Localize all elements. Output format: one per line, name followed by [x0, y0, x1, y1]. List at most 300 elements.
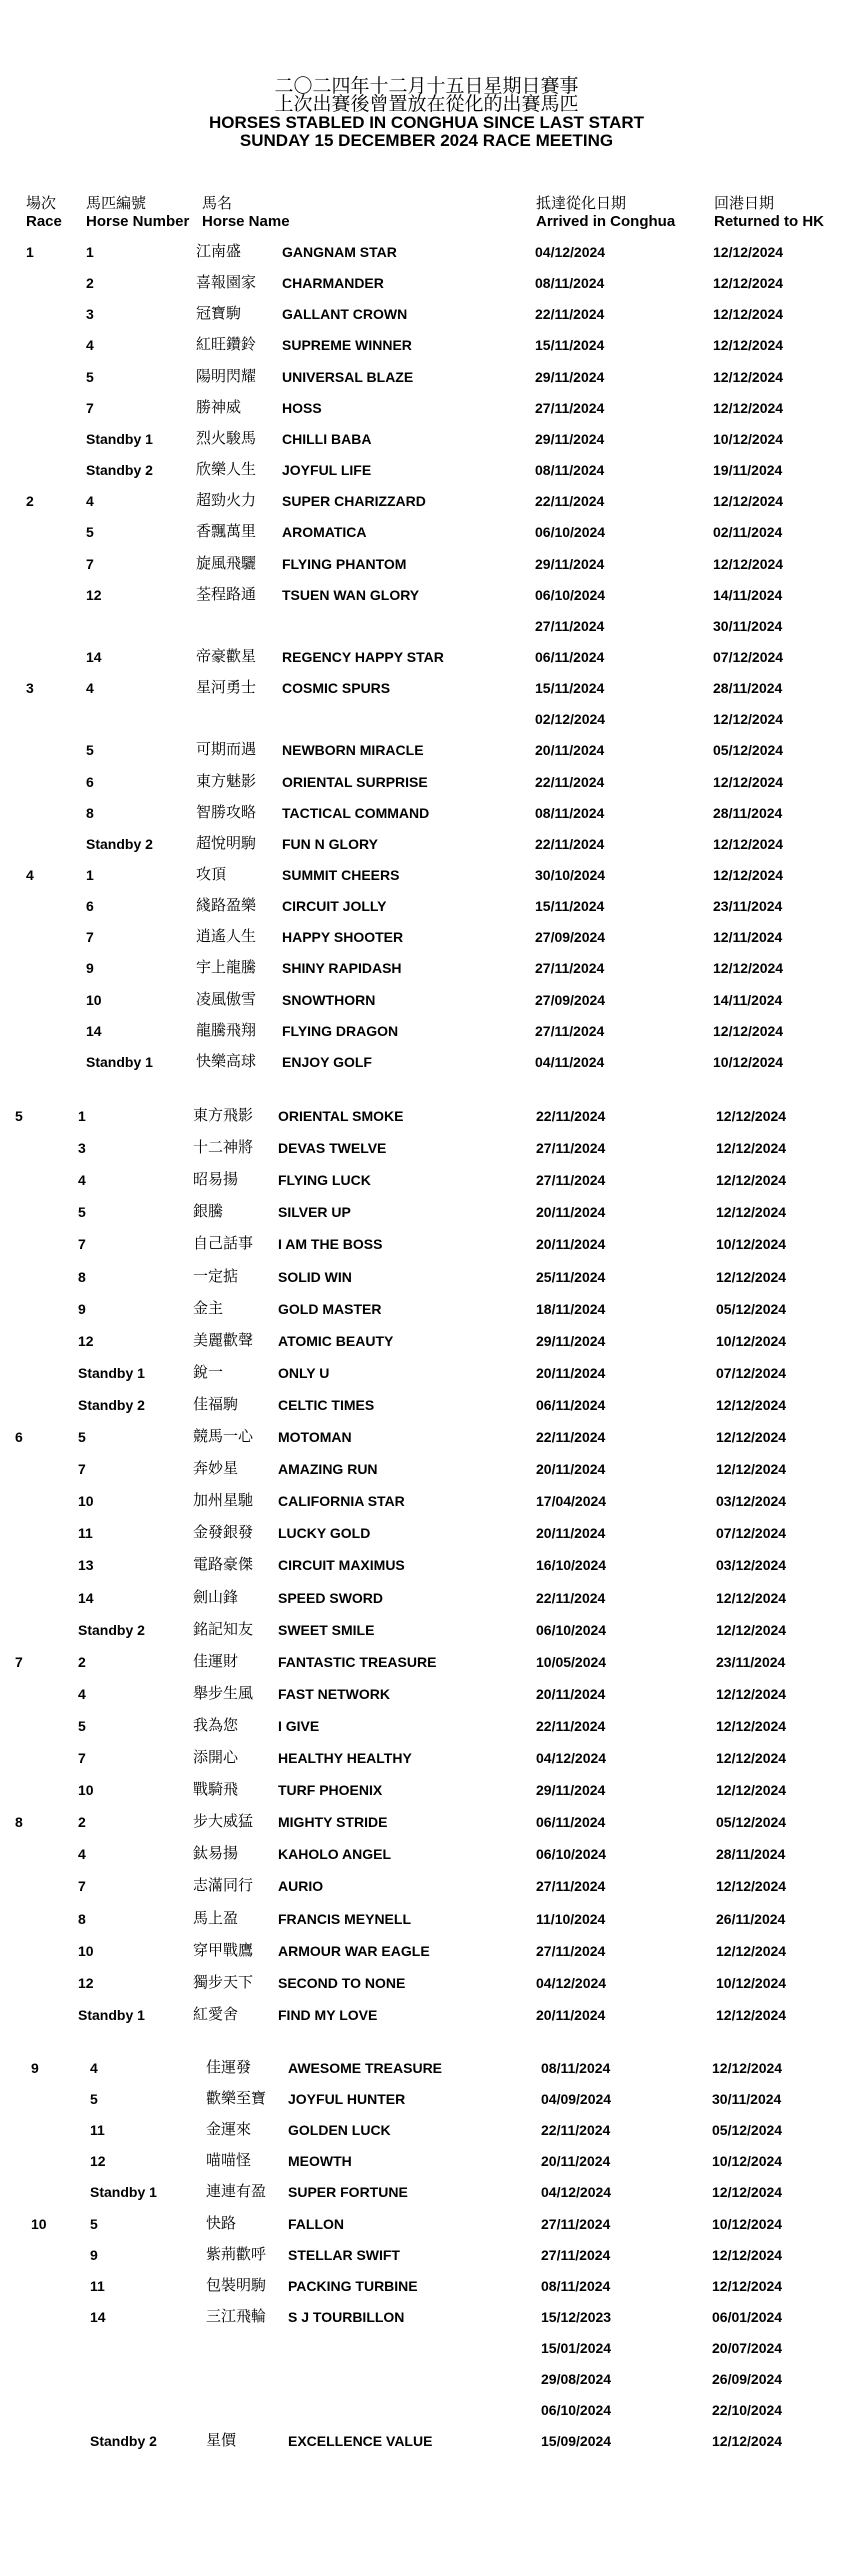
horse-name-en-cell: FUN N GLORY	[282, 835, 378, 852]
returned-date-cell: 12/11/2024	[713, 929, 783, 946]
arrived-date-cell: 20/11/2024	[536, 2006, 606, 2023]
arrived-date-cell: 25/11/2024	[536, 1268, 606, 1285]
table-row	[0, 1104, 853, 1128]
horse-name-zh-cell: 銀騰	[193, 1203, 224, 1221]
returned-date-cell: 30/11/2024	[712, 2091, 782, 2108]
arrived-date-cell: 06/10/2024	[535, 524, 606, 541]
horse-name-en-cell: MEOWTH	[288, 2153, 352, 2170]
horse-name-zh-cell: 奔妙星	[193, 1460, 239, 1478]
table-row	[0, 1842, 853, 1866]
arrived-date-cell: 15/11/2024	[535, 337, 605, 354]
returned-date-cell: 12/12/2024	[712, 2433, 783, 2450]
horse-name-zh-cell: 紅愛舍	[193, 2005, 239, 2023]
horse-name-en-cell: STELLAR SWIFT	[288, 2246, 400, 2263]
horse-name-zh-cell: 添開心	[193, 1749, 239, 1766]
horse-number-cell: 7	[86, 929, 94, 946]
table-row	[0, 2367, 853, 2391]
returned-date-cell: 19/11/2024	[713, 462, 783, 479]
title-zh-line1: 二〇二四年十二月十五日星期日賽事	[274, 76, 579, 97]
horse-number-cell: 5	[78, 1429, 86, 1445]
horse-number-cell: 11	[90, 2277, 105, 2294]
horse-name-zh-cell: 戰騎飛	[193, 1781, 239, 1799]
table-row	[0, 645, 853, 669]
returned-date-cell: 12/12/2024	[713, 1022, 784, 1039]
horse-number-cell: 11	[90, 2122, 105, 2139]
table-row	[0, 2212, 853, 2236]
horse-name-en-cell: FLYING DRAGON	[282, 1022, 399, 1039]
table-row	[0, 2243, 853, 2267]
table-row	[0, 1810, 853, 1834]
returned-date-cell: 10/12/2024	[713, 1053, 784, 1070]
arrived-date-cell: 27/11/2024	[536, 1140, 606, 1157]
horse-name-zh-cell: 舉步生風	[193, 1684, 254, 1702]
horse-name-zh-cell: 鈦易揚	[193, 1845, 239, 1863]
horse-name-zh-cell: 連連有盈	[206, 2183, 267, 2201]
returned-date-cell: 12/12/2024	[716, 1172, 787, 1189]
horse-number-cell: 1	[78, 1108, 86, 1124]
arrived-date-cell: 04/09/2024	[541, 2091, 612, 2108]
horse-name-en-cell: CHILLI BABA	[282, 430, 372, 447]
horse-number-cell: Standby 2	[86, 462, 153, 479]
returned-date-cell: 05/12/2024	[716, 1814, 787, 1831]
returned-date-cell: 12/12/2024	[716, 1685, 787, 1702]
horse-name-zh-cell: 馬上盈	[193, 1909, 239, 1927]
table-row	[0, 832, 853, 856]
arrived-date-cell: 20/11/2024	[536, 1236, 606, 1253]
horse-name-en-cell: AMAZING RUN	[278, 1461, 378, 1478]
arrived-date-cell: 15/11/2024	[535, 680, 605, 697]
arrived-date-cell: 20/11/2024	[536, 1204, 606, 1221]
table-row	[0, 863, 853, 887]
table-row	[0, 2149, 853, 2173]
table-row	[0, 1136, 853, 1160]
horse-number-cell: 4	[90, 2060, 98, 2076]
horse-name-en-cell: SUMMIT CHEERS	[282, 867, 400, 883]
table-row	[0, 1425, 853, 1449]
horse-number-cell: 14	[78, 1589, 94, 1606]
arrived-date-cell: 06/11/2024	[536, 1814, 606, 1831]
horse-name-zh-cell: 競馬一心	[193, 1428, 254, 1445]
arrived-date-cell: 27/09/2024	[535, 929, 606, 946]
returned-date-cell: 07/12/2024	[716, 1364, 787, 1381]
horse-name-zh-cell: 金運來	[206, 2121, 252, 2139]
horse-number-cell: 14	[86, 1022, 102, 1039]
returned-date-cell: 28/11/2024	[716, 1846, 786, 1863]
returned-date-cell: 12/12/2024	[712, 2246, 783, 2263]
horse-number-cell: 8	[78, 1910, 86, 1927]
arrived-date-cell: 18/11/2024	[536, 1300, 606, 1317]
arrived-date-cell: 15/11/2024	[535, 898, 605, 915]
arrived-date-cell: 15/01/2024	[541, 2339, 612, 2356]
arrived-date-cell: 20/11/2024	[541, 2153, 611, 2170]
returned-date-cell: 12/12/2024	[712, 2277, 783, 2294]
arrived-date-cell: 29/11/2024	[535, 368, 605, 385]
horse-number-cell: 8	[86, 804, 94, 821]
arrived-date-cell: 29/11/2024	[536, 1782, 606, 1799]
horse-name-en-cell: DEVAS TWELVE	[278, 1140, 387, 1157]
returned-date-cell: 12/12/2024	[713, 337, 784, 354]
table-row	[0, 427, 853, 451]
horse-number-cell: 10	[78, 1782, 94, 1799]
horse-name-zh-cell: 我為您	[193, 1716, 239, 1734]
horse-name-zh-cell: 帝豪歡星	[196, 647, 257, 665]
horse-name-zh-cell: 獨步天下	[193, 1973, 254, 1991]
table-row	[0, 1265, 853, 1289]
horse-number-cell: 5	[86, 368, 94, 385]
returned-date-cell: 12/12/2024	[713, 867, 784, 883]
horse-name-zh-cell: 劍山鋒	[193, 1588, 239, 1606]
horse-name-zh-cell: 綫路盈樂	[196, 897, 257, 915]
arrived-date-cell: 22/11/2024	[536, 1108, 606, 1124]
returned-date-cell: 12/12/2024	[713, 960, 784, 977]
returned-date-cell: 12/12/2024	[716, 1717, 787, 1734]
table-row	[0, 988, 853, 1012]
horse-name-zh-cell: 一定掂	[193, 1267, 239, 1285]
horse-number-cell: 12	[78, 1332, 94, 1349]
horse-name-en-cell: ENJOY GOLF	[282, 1053, 372, 1070]
arrived-date-cell: 27/11/2024	[536, 1172, 606, 1189]
horse-number-cell: Standby 1	[86, 1053, 153, 1070]
horse-name-zh-cell: 冠寶駒	[196, 305, 242, 323]
returned-date-cell: 12/12/2024	[713, 368, 784, 385]
table-row	[0, 333, 853, 357]
arrived-date-cell: 29/11/2024	[536, 1332, 606, 1349]
table-row	[0, 1168, 853, 1192]
returned-date-cell: 10/12/2024	[713, 430, 784, 447]
arrived-date-cell: 20/11/2024	[536, 1364, 606, 1381]
arrived-date-cell: 06/11/2024	[535, 648, 605, 665]
horse-number-cell: 5	[78, 1204, 86, 1221]
horse-number-cell: 3	[86, 306, 94, 323]
table-row	[0, 489, 853, 513]
table-row	[0, 271, 853, 295]
table-row	[0, 1553, 853, 1577]
horse-name-zh-cell: 陽明閃耀	[196, 367, 257, 385]
horse-number-cell: 6	[86, 898, 94, 915]
table-row	[0, 583, 853, 607]
arrived-date-cell: 20/11/2024	[536, 1525, 606, 1542]
table-row	[0, 956, 853, 980]
arrived-date-cell: 06/10/2024	[536, 1621, 607, 1638]
header-horse-number: 馬匹編號 Horse Number	[86, 195, 190, 230]
returned-date-cell: 12/12/2024	[713, 493, 784, 510]
arrived-date-cell: 11/10/2024	[536, 1910, 606, 1927]
horse-name-en-cell: REGENCY HAPPY STAR	[282, 648, 444, 665]
returned-date-cell: 12/12/2024	[713, 555, 784, 572]
horse-name-zh-cell: 三江飛輪	[206, 2307, 267, 2325]
horse-name-en-cell: ORIENTAL SMOKE	[278, 1108, 404, 1124]
horse-name-zh-cell: 東方飛影	[193, 1107, 254, 1124]
horse-name-en-cell: HEALTHY HEALTHY	[278, 1750, 412, 1766]
horse-name-zh-cell: 佳運財	[193, 1652, 239, 1670]
arrived-date-cell: 27/09/2024	[535, 991, 606, 1008]
returned-date-cell: 10/12/2024	[716, 1332, 787, 1349]
horse-name-en-cell: S J TOURBILLON	[288, 2308, 405, 2325]
table-row	[0, 1586, 853, 1610]
table-row	[0, 2429, 853, 2453]
table-row	[0, 894, 853, 918]
horse-number-cell: 14	[90, 2308, 106, 2325]
horse-name-en-cell: GOLD MASTER	[278, 1300, 382, 1317]
horse-name-en-cell: ARMOUR WAR EAGLE	[278, 1942, 430, 1959]
returned-date-cell: 12/12/2024	[712, 2184, 783, 2201]
horse-number-cell: 2	[86, 275, 94, 292]
horse-name-en-cell: FIND MY LOVE	[278, 2006, 378, 2023]
horse-name-zh-cell: 烈火駿馬	[196, 429, 257, 447]
returned-date-cell: 14/11/2024	[713, 586, 783, 603]
horse-name-en-cell: HOSS	[282, 399, 322, 416]
horse-name-zh-cell: 欣樂人生	[196, 461, 257, 479]
returned-date-cell: 05/12/2024	[713, 742, 784, 759]
horse-number-cell: 7	[78, 1750, 86, 1766]
horse-name-zh-cell: 佳運發	[206, 2059, 252, 2076]
table-row	[0, 1521, 853, 1545]
arrived-date-cell: 20/11/2024	[536, 1685, 606, 1702]
horse-name-en-cell: SPEED SWORD	[278, 1589, 384, 1606]
horse-name-en-cell: ONLY U	[278, 1364, 330, 1381]
horse-name-zh-cell: 美麗歡聲	[193, 1331, 254, 1349]
table-row	[0, 2056, 853, 2080]
returned-date-cell: 12/12/2024	[713, 244, 784, 260]
table-row	[0, 2003, 853, 2027]
horse-number-cell: 7	[78, 1878, 86, 1895]
title-en-line1: HORSES STABLED IN CONGHUA SINCE LAST START	[208, 113, 645, 132]
title-en-line2: SUNDAY 15 DECEMBER 2024 RACE MEETING	[239, 131, 614, 150]
horse-name-zh-cell: 荃程路通	[196, 585, 257, 603]
horse-name-en-cell: GANGNAM STAR	[282, 244, 397, 260]
arrived-date-cell: 06/10/2024	[541, 2402, 612, 2419]
arrived-date-cell: 29/11/2024	[535, 430, 605, 447]
horse-number-cell: 2	[78, 1814, 86, 1831]
race-cell: 4	[26, 867, 34, 883]
horse-name-zh-cell: 喵喵怪	[206, 2152, 252, 2170]
table-row	[0, 2274, 853, 2298]
horse-number-cell: 4	[78, 1172, 86, 1189]
horse-name-zh-cell: 凌風傲雪	[196, 990, 257, 1008]
arrived-date-cell: 22/11/2024	[535, 493, 605, 510]
horse-name-en-cell: ATOMIC BEAUTY	[278, 1332, 394, 1349]
race-cell: 7	[15, 1653, 23, 1670]
arrived-date-cell: 08/11/2024	[535, 462, 605, 479]
returned-date-cell: 12/12/2024	[716, 1429, 787, 1445]
horse-name-en-cell: HAPPY SHOOTER	[282, 929, 404, 946]
returned-date-cell: 12/12/2024	[716, 1140, 787, 1157]
horse-number-cell: 4	[78, 1685, 86, 1702]
horse-name-en-cell: FLYING LUCK	[278, 1172, 371, 1189]
returned-date-cell: 12/12/2024	[716, 1782, 787, 1799]
returned-date-cell: 12/12/2024	[716, 2006, 787, 2023]
table-row	[0, 240, 853, 264]
table-row	[0, 801, 853, 825]
horse-name-zh-cell: 紫荊歡呼	[206, 2245, 267, 2263]
arrived-date-cell: 22/11/2024	[535, 773, 605, 790]
horse-name-zh-cell: 香飄萬里	[196, 523, 257, 541]
horse-number-cell: 1	[86, 244, 94, 260]
horse-name-en-cell: MIGHTY STRIDE	[278, 1814, 388, 1831]
returned-date-cell: 03/12/2024	[716, 1493, 787, 1510]
horse-number-cell: 9	[86, 960, 94, 977]
horse-number-cell: 5	[78, 1717, 86, 1734]
returned-date-cell: 26/09/2024	[712, 2371, 783, 2387]
horse-name-en-cell: FALLON	[288, 2215, 344, 2232]
table-row	[0, 614, 853, 638]
horse-name-en-cell: AURIO	[278, 1878, 324, 1895]
horse-name-en-cell: NEWBORN MIRACLE	[282, 742, 424, 759]
horse-name-en-cell: TURF PHOENIX	[278, 1782, 383, 1799]
returned-date-cell: 28/11/2024	[713, 680, 783, 697]
returned-date-cell: 12/12/2024	[713, 711, 784, 728]
returned-date-cell: 06/01/2024	[712, 2308, 783, 2325]
arrived-date-cell: 22/11/2024	[536, 1429, 606, 1445]
horse-name-en-cell: SHINY RAPIDASH	[282, 960, 402, 977]
table-row	[0, 1019, 853, 1043]
horse-number-cell: 14	[86, 648, 102, 665]
returned-date-cell: 28/11/2024	[713, 804, 783, 821]
horse-name-zh-cell: 昭易揚	[193, 1171, 239, 1189]
horse-name-zh-cell: 星河勇士	[196, 679, 257, 697]
horse-name-en-cell: CALIFORNIA STAR	[278, 1493, 405, 1510]
race-cell: 8	[15, 1814, 23, 1831]
arrived-date-cell: 27/11/2024	[535, 960, 605, 977]
returned-date-cell: 30/11/2024	[713, 617, 783, 634]
table-row	[0, 1393, 853, 1417]
horse-number-cell: 7	[86, 399, 94, 416]
horse-name-en-cell: SOLID WIN	[278, 1268, 352, 1285]
horse-number-cell: Standby 1	[86, 430, 153, 447]
horse-name-zh-cell: 星價	[206, 2432, 237, 2450]
returned-date-cell: 12/12/2024	[716, 1461, 787, 1478]
arrived-date-cell: 22/11/2024	[536, 1717, 606, 1734]
table-row	[0, 1050, 853, 1074]
table-row	[0, 1746, 853, 1770]
horse-name-zh-cell: 金主	[193, 1299, 224, 1317]
table-row	[0, 2180, 853, 2204]
returned-date-cell: 12/12/2024	[713, 773, 784, 790]
returned-date-cell: 10/12/2024	[716, 1974, 787, 1991]
arrived-date-cell: 29/08/2024	[541, 2371, 612, 2387]
table-row	[0, 1939, 853, 1963]
horse-name-zh-cell: 快樂高球	[196, 1052, 257, 1070]
arrived-date-cell: 04/12/2024	[536, 1750, 607, 1766]
horse-number-cell: 13	[78, 1557, 94, 1574]
horse-name-zh-cell: 金發銀發	[193, 1524, 254, 1542]
race-cell: 3	[26, 680, 34, 697]
horse-name-zh-cell: 自己話事	[193, 1235, 254, 1253]
returned-date-cell: 05/12/2024	[716, 1300, 787, 1317]
horse-number-cell: 2	[78, 1653, 86, 1670]
header-race: 場次 Race	[26, 195, 62, 230]
returned-date-cell: 07/12/2024	[716, 1525, 787, 1542]
horse-number-cell: 5	[86, 524, 94, 541]
horse-name-en-cell: GALLANT CROWN	[282, 306, 408, 323]
horse-number-cell: 5	[90, 2215, 98, 2232]
returned-date-cell: 12/12/2024	[713, 275, 784, 292]
horse-name-en-cell: FLYING PHANTOM	[282, 555, 407, 572]
returned-date-cell: 12/12/2024	[713, 306, 784, 323]
horse-name-zh-cell: 加州星馳	[193, 1492, 254, 1510]
arrived-date-cell: 06/10/2024	[535, 586, 606, 603]
horse-name-en-cell: ORIENTAL SURPRISE	[282, 773, 428, 790]
horse-name-zh-cell: 超悅明駒	[196, 834, 257, 852]
returned-date-cell: 23/11/2024	[713, 898, 783, 915]
horse-name-en-cell: FRANCIS MEYNELL	[278, 1910, 411, 1927]
horse-number-cell: 7	[86, 555, 94, 572]
table-row	[0, 676, 853, 700]
arrived-date-cell: 29/11/2024	[535, 555, 605, 572]
horse-name-en-cell: I AM THE BOSS	[278, 1236, 383, 1253]
table-row	[0, 1457, 853, 1481]
horse-name-en-cell: JOYFUL HUNTER	[288, 2091, 406, 2108]
horse-number-cell: Standby 2	[78, 1396, 145, 1413]
horse-number-cell: Standby 1	[78, 2006, 145, 2023]
table-row	[0, 925, 853, 949]
table-row	[0, 1874, 853, 1898]
horse-name-en-cell: AROMATICA	[282, 524, 367, 541]
horse-name-en-cell: UNIVERSAL BLAZE	[282, 368, 414, 385]
arrived-date-cell: 22/11/2024	[535, 835, 605, 852]
horse-name-en-cell: SUPER FORTUNE	[288, 2184, 408, 2201]
arrived-date-cell: 06/10/2024	[536, 1846, 607, 1863]
race-cell: 9	[31, 2060, 39, 2076]
arrived-date-cell: 15/09/2024	[541, 2433, 612, 2450]
table-row	[0, 2118, 853, 2142]
returned-date-cell: 22/10/2024	[712, 2402, 783, 2419]
horse-name-zh-cell: 電路豪傑	[193, 1556, 254, 1574]
horse-name-zh-cell: 銳一	[193, 1363, 224, 1381]
arrived-date-cell: 15/12/2023	[541, 2308, 612, 2325]
table-row	[0, 1618, 853, 1642]
horse-number-cell: 10	[86, 991, 102, 1008]
horse-name-en-cell: COSMIC SPURS	[282, 680, 391, 697]
arrived-date-cell: 08/11/2024	[535, 804, 605, 821]
header-returned: 回港日期 Returned to HK	[714, 195, 824, 230]
horse-name-en-cell: CELTIC TIMES	[278, 1396, 375, 1413]
horse-name-en-cell: GOLDEN LUCK	[288, 2122, 391, 2139]
arrived-date-cell: 17/04/2024	[536, 1493, 607, 1510]
horse-number-cell: 1	[86, 867, 94, 883]
horse-number-cell: 12	[78, 1974, 94, 1991]
horse-name-zh-cell: 歡樂至寶	[206, 2090, 267, 2108]
returned-date-cell: 12/12/2024	[713, 399, 784, 416]
horse-number-cell: 11	[78, 1525, 93, 1542]
horse-number-cell: 6	[86, 773, 94, 790]
horse-name-en-cell: I GIVE	[278, 1717, 320, 1734]
table-row	[0, 770, 853, 794]
returned-date-cell: 07/12/2024	[713, 648, 784, 665]
arrived-date-cell: 20/11/2024	[536, 1461, 606, 1478]
horse-number-cell: 10	[78, 1942, 94, 1959]
horse-name-zh-cell: 穿甲戰鷹	[193, 1941, 254, 1959]
arrived-date-cell: 27/11/2024	[535, 1022, 605, 1039]
horse-name-en-cell: MOTOMAN	[278, 1429, 352, 1445]
race-cell: 1	[26, 244, 34, 260]
horse-name-zh-cell: 龍騰飛翔	[196, 1021, 257, 1039]
arrived-date-cell: 02/12/2024	[535, 711, 606, 728]
horse-number-cell: 5	[90, 2091, 98, 2108]
horse-number-cell: Standby 1	[78, 1364, 145, 1381]
arrived-date-cell: 27/11/2024	[536, 1942, 606, 1959]
horse-name-zh-cell: 喜報園家	[196, 274, 257, 292]
horse-name-en-cell: TSUEN WAN GLORY	[282, 586, 420, 603]
horse-name-en-cell: SILVER UP	[278, 1204, 351, 1221]
table-row	[0, 396, 853, 420]
horse-name-en-cell: EXCELLENCE VALUE	[288, 2433, 433, 2450]
arrived-date-cell: 27/11/2024	[536, 1878, 606, 1895]
table-row	[0, 1232, 853, 1256]
horse-name-zh-cell: 可期而遇	[196, 741, 257, 759]
table-row	[0, 2336, 853, 2360]
table-row	[0, 458, 853, 482]
